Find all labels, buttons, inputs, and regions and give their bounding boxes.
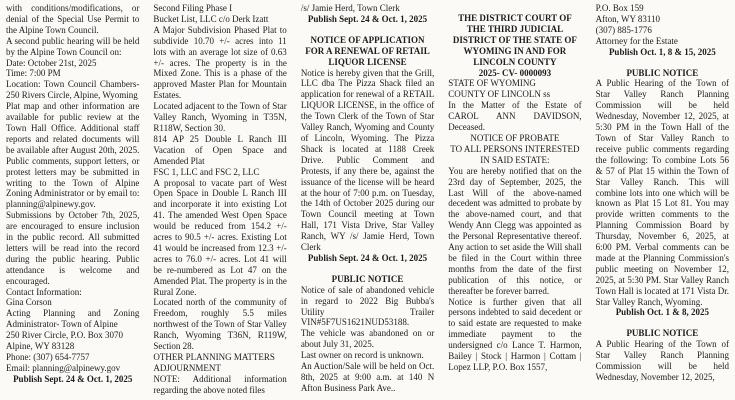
notice-heading: PUBLIC NOTICE [626,328,699,339]
notice-paragraph: Alpine, WY 83128 [6,341,75,352]
notice-paragraph: P.O. Box 159 [595,3,644,13]
notice-paragraph: FSC 1, LLC and FSC 2, LLC [153,166,260,177]
publish-line: Publish Oct. 1 & 8, 2025 [615,307,709,318]
notice-column-4 [448,3,581,400]
notice-paragraph: Notice is hereby given that the Grill, LLC dba The Pizza Shack filed an application for renewal of a RETAIL LIQUOR LICENSE, in the office of the Town Clerk of the Town of Star Valley Ranch, Wyoming and County of Lincoln, Wyoming. The Pizza Shack is located at 1188 Creek Drive. Public Comment and Protests, if any there be, against the issuance of the license will be heard at the hour of 7:00 p.m. on Tuesday, the 14th of October 2025 during our Town Council meeting at Town Hall, 171 Vista Drive, Star Valley Ranch, WY /s/ Jamie Herd, Town Clerk [300,67,435,253]
notice-paragraph: A Public Hearing of the Town of Star Valley Ranch Planning Commission will be held Wednesday, November 12, 2025, at 5:30 PM in the Town Hall of the Town of Star Valley Ranch to receive public comments regarding the following: To combine Lots 56 & 57 of Plat 15 within the Town of Star Valley Ranch. This will combine lots into one which will be known as Plat 15 Lot 81. You may provide written comments to the Planning Commission Board by Thursday, November 6, 2025, at 6:00 PM. Verbal comments can be made at the Planning Commission's public meeting on November 12, 2025, at 5:30 PM. Star Valley Ranch Town Hall is located at 171 Vista Dr. Star Valley Ranch, Wyoming. [595,78,730,307]
notice-paragraph: with conditions/modifications, or denial of the Special Use Permit to the Alpine Town Council. [6,3,140,35]
notice-paragraph: A Major Subdivision Phased Plat to subdivide 10.70 +/- acres into 11 lots with an average lot size of 0.63 +/- acres. The property is in the Mixed Zone. This is a phase of the approved Master Plan for Mountain Estates. [153,24,287,101]
notice-paragraph: 250 River Circle, P.O. Box 3070 [6,330,123,341]
notice-paragraph: Phone: (307) 654-7757 [6,352,90,362]
notice-paragraph: A proposal to vacate part of West Open Space in Double L Ranch III and incorporate it into existing Lot 41. The amended West Open Space would be reduced from 154.2 +/- acres to 90.5 +/- acres. Existing Lot 41 would be increased from 12.3 +/- acres to 76.0 +/- acres. Lot 41 will be re-numbered as Lot 47 on the Amended Plat. The property is in the Rural Zone. [153,177,287,297]
notice-paragraph: Contact Information: [6,286,82,297]
notice-paragraph: Afton, WY 83110 [595,13,661,24]
notice-paragraph: Notice of sale of abandoned vehicle in regard to 2022 Big Bubba's Utility Trailer VIN#5F7US1621NUD53188. [300,284,435,328]
notice-paragraph: Time: 7:00 PM [6,68,61,79]
notice-paragraph: You are hereby notified that on the 23rd day of September, 2025, the Last Will of the above-named decedent was admitted to probate by the above-named court, and that Wendy Ann Clegg was appointed as the Personal Representative thereof. Any action to set aside the Will shall be filed in the Court within three months from the date of the first publication of this notice, or thereafter be forever barred. [448,165,582,296]
notice-paragraph: (307) 885-1776 [595,24,652,35]
notice-paragraph: NOTE: Additional information regarding the above noted files [153,373,287,395]
notice-paragraph: Last owner on record is unknown. [300,350,424,361]
notice-subheading: NOTICE OF PROBATE [470,132,560,143]
notice-paragraph: ADJOURNMENT [153,362,221,373]
notice-paragraph: An Auction/Sale will be held on Oct. 8th, 2025 at 9:00 a.m. at 140 N Afton Business Park Ave.. [300,361,435,393]
notice-paragraph: Location: Town Council Chambers- 250 Rivers Circle, Alpine, Wyoming [6,79,140,101]
notice-column-1 [6,3,139,400]
notice-heading: PUBLIC NOTICE [331,273,404,284]
notice-paragraph: A second public hearing will be held by the Alpine Town Council on: [6,35,140,57]
notice-paragraph: Email: planning@alpinewy.gov [6,362,121,373]
notice-paragraph: Gina Corson [6,297,52,308]
notice-paragraph: Bucket List, LLC c/o Derk Izatt [153,13,269,24]
notice-paragraph: In the Matter of the Estate of CAROL ANN DAVIDSON, Deceased. [448,100,582,133]
notice-paragraph: Attorney for the Estate [595,35,678,46]
notice-paragraph: /s/ Jamie Herd, Town Clerk [300,3,400,13]
notice-paragraph: COUNTY OF LINCOLN ss [448,89,551,100]
publish-line: Publish Sept. 24 & Oct. 1, 2025 [13,373,133,384]
notice-heading: PUBLIC NOTICE [626,67,699,78]
notice-column-3 [301,3,434,400]
notice-subheading: TO ALL PERSONS INTERESTED IN SAID ESTATE: [450,143,580,165]
notice-heading: 2025- CV- 0000093 [478,67,552,78]
notice-paragraph: OTHER PLANNING MATTERS [153,352,275,362]
notice-heading: NOTICE OF APPLICATION FOR A RENEWAL OF RETAIL LIQUOR LICENSE [305,34,430,67]
notice-paragraph: STATE OF WYOMING [448,78,536,89]
notice-paragraph: Notice is further given that all persons indebted to said decedent or to said estate are requested to make immediate payment to the undersigned c/o Lance T. Harmon, Bailey | Stock | Harmon | Cottam | Lopez LLP, P.O. Box 1557, [448,296,582,372]
publish-line: Publish Oct. 1, 8 & 15, 2025 [608,46,716,57]
notice-paragraph: Acting Planning and Zoning Administrator- Town of Alpine [6,308,140,330]
notice-paragraph: 814 AP 25 Double L Ranch III Vacation of Open Space and Amended Plat [153,133,287,166]
notice-column-5 [596,3,729,400]
notice-paragraph: Plat map and other information are available for public review at the Town Hall Office. Additional staff reports and related documents will be available after August 20th, 2025. Public comments, support letters, or protest letters may be submitted in writing to the Town of Alpine Zoning Administrator or by email to: planning@alpinewy.gov. Submissions by October 7th, 2025, are encouraged to ensure inclusion in the public record. All submitted letters will be read into the record during the public hearing. Public attendance is welcome and encouraged. [6,101,140,286]
notice-paragraph: Located north of the community of Freedom, roughly 5.5 miles northwest of the Town of Star Valley Ranch, Wyoming T36N, R119W, Section 28. [153,297,287,352]
notice-paragraph: The vehicle was abandoned on or about July 31, 2025. [300,328,435,350]
notice-paragraph: Second Filing Phase I [153,3,233,13]
notice-paragraph: Located adjacent to the Town of Star Valley Ranch, Wyoming in T35N, R118W, Section 30. [153,101,287,133]
notice-heading: THE DISTRICT COURT OF THE THIRD JUDICIAL DISTRICT OF THE STATE OF WYOMING IN AND FOR LINCOLN COUNTY [452,13,577,67]
publish-line: Publish Sept. 24 & Oct. 1, 2025 [307,252,428,263]
notice-paragraph: Date: October 21st, 2025 [6,57,97,68]
notice-paragraph: A Public Hearing of the Town of Star Valley Ranch Planning Commission will be held Wednesday, November 12, 2025, [595,339,730,382]
notice-column-2 [153,3,286,400]
publish-line: Publish Sept. 24 & Oct. 1, 2025 [307,13,428,24]
